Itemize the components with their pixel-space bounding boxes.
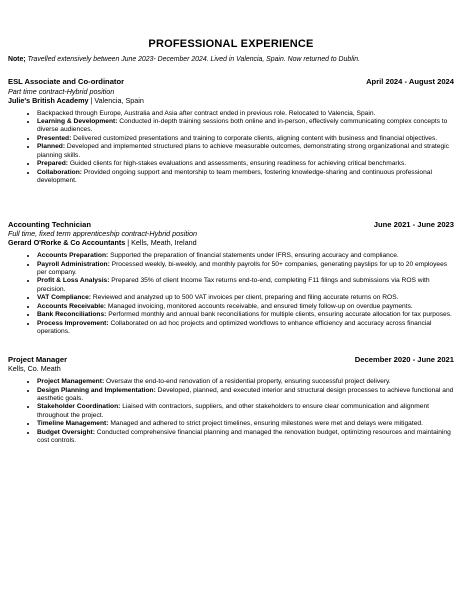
bullet-label: Stakeholder Coordination: <box>37 403 121 411</box>
section-title: PROFESSIONAL EXPERIENCE <box>148 38 314 50</box>
bullet-text: Performed monthly and annual bank reconciliations for multiple clients, ensuring accurate allocation for tax purposes. <box>106 311 452 319</box>
bullet-label: Design Planning and Implementation: <box>37 386 156 394</box>
bullet-text: Backpacked through Europe, Australia and Asia after contract ended in previous role. Relocated to Valencia, Spain. <box>37 109 376 117</box>
bullet-label: Process Improvement: <box>37 319 109 327</box>
bullet-label: Collaboration: <box>37 168 83 176</box>
job-bullet <box>37 311 454 319</box>
job-header <box>8 77 454 87</box>
bullet-text: Developed and implemented structured plans to achieve measurable outcomes, demonstrating strong organizational and strategic planning skills. <box>37 143 449 159</box>
employer-name: Gerard O'Rorke & Co Accountants <box>8 238 126 248</box>
job-bullet <box>37 118 454 135</box>
bullet-text: Developed, planned, and executed interior and structural design processes to achieve functional and aesthetic goals. <box>37 386 454 403</box>
job-bullet-list <box>8 378 454 446</box>
job-dates: April 2024 - August 2024 <box>366 77 454 86</box>
job-organization <box>8 364 454 373</box>
bullet-text: Provided ongoing support and mentorship to team members, fostering knowledge-sharing and continuous professional development. <box>37 168 432 185</box>
job-title: ESL Associate and Co-ordinator <box>8 77 125 86</box>
job-bullet <box>37 294 454 302</box>
bullet-text: Processed weekly, bi-weekly, and monthly payrolls for 50+ companies, generating payslips for up to 20 employees per company. <box>37 260 448 276</box>
job-title: Project Manager <box>8 354 68 364</box>
job-bullet <box>37 403 454 420</box>
job-contract-type: Part time contract-Hybrid position <box>8 86 115 96</box>
job-entry <box>8 220 454 337</box>
job-bullet-list <box>8 252 454 337</box>
job-bullet <box>37 135 454 143</box>
job-bullet <box>37 303 454 311</box>
job-entry <box>8 355 454 446</box>
bullet-text: Liaised with contractors, suppliers, and other stakeholders to ensure clear communication and alignment throughout the project. <box>37 403 429 419</box>
job-bullet <box>37 143 454 160</box>
job-contract-type: Full time, fixed term apprenticeship contract-Hybrid position <box>8 229 197 239</box>
bullet-text: Delivered customized presentations and training to corporate clients, aligning content with business and financial objectives. <box>71 134 438 142</box>
bullet-label: Project Management: <box>37 378 105 386</box>
job-bullet <box>37 429 454 446</box>
bullet-text: Supported the preparation of financial statements under IFRS, ensuring accuracy and compliance. <box>108 252 399 260</box>
travel-note <box>8 55 454 64</box>
bullet-label: VAT Compliance: <box>37 294 91 302</box>
bullet-label: Bank Reconciliations: <box>37 311 107 319</box>
job-entry <box>8 77 454 186</box>
job-bullet <box>37 277 454 294</box>
bullet-text: Conducted in-depth training sessions both online and in-person, effectively communicating complex concepts to diverse audiences. <box>37 117 448 134</box>
job-location: | Valencia, Spain <box>88 95 144 105</box>
bullet-label: Prepared: <box>37 160 69 168</box>
bullet-label: Payroll Administration: <box>37 260 110 268</box>
bullet-label: Accounts Receivable: <box>37 302 107 310</box>
job-bullet <box>37 160 454 168</box>
job-header <box>8 220 454 230</box>
job-bullet-list <box>8 110 454 186</box>
bullet-label: Budget Oversight: <box>37 428 95 436</box>
job-bullet <box>37 420 454 428</box>
job-dates: December 2020 - June 2021 <box>354 354 454 364</box>
bullet-text: Guided clients for high-stakes evaluations and assessments, ensuring readiness for achieving critical benchmarks. <box>68 160 407 168</box>
job-bullet <box>37 110 454 118</box>
job-bullet <box>37 320 454 337</box>
bullet-text: Reviewed and analyzed up to 500 VAT invoices per client, preparing and filing accurate returns on ROS. <box>91 294 399 302</box>
job-dates: June 2021 - June 2023 <box>373 219 454 229</box>
employer-name: Julie's British Academy <box>8 95 89 105</box>
bullet-label: Presented: <box>37 134 72 142</box>
job-location: Kells, Co. Meath <box>8 364 61 374</box>
job-bullet <box>37 378 454 386</box>
bullet-label: Timeline Management: <box>37 420 109 428</box>
bullet-text: Collaborated on ad hoc projects and optimized workflows to enhance efficiency and accuracy across financial operations. <box>37 319 432 336</box>
job-header <box>8 355 454 365</box>
job-organization <box>8 96 454 105</box>
bullet-label: Profit & Loss Analysis: <box>37 277 110 285</box>
job-title: Accounting Technician <box>8 219 91 229</box>
note-label: Note; <box>8 56 26 63</box>
bullet-label: Learning & Development: <box>37 117 118 125</box>
bullet-label: Planned: <box>37 143 66 151</box>
job-bullet <box>37 387 454 404</box>
bullet-text: Managed and adhered to strict project timelines, ensuring milestones were met and delays were mitigated. <box>108 420 423 428</box>
job-bullet <box>37 261 454 278</box>
job-location: | Kells, Meath, Ireland <box>125 238 197 248</box>
job-bullet <box>37 169 454 186</box>
job-organization <box>8 238 454 247</box>
note-text: Travelled extensively between June 2023- December 2024. Lived in Valencia, Spain. Now returned to Dublin. <box>27 56 361 63</box>
bullet-text: Oversaw the end-to-end renovation of a residential property, ensuring successful project delivery. <box>104 378 391 386</box>
job-bullet <box>37 252 454 260</box>
experience-list <box>8 77 454 446</box>
bullet-text: Prepared 35% of client Income Tax returns end-to-end, completing F11 filings and submissions via ROS with precision. <box>37 277 430 293</box>
bullet-text: Managed invoicing, monitored accounts receivable, and ensured timely follow-up on overdue payments. <box>106 302 413 310</box>
bullet-label: Accounts Preparation: <box>37 252 109 260</box>
bullet-text: Conducted comprehensive financial planning and managed the renovation budget, optimizing resources and maintaining cost controls. <box>37 428 451 445</box>
